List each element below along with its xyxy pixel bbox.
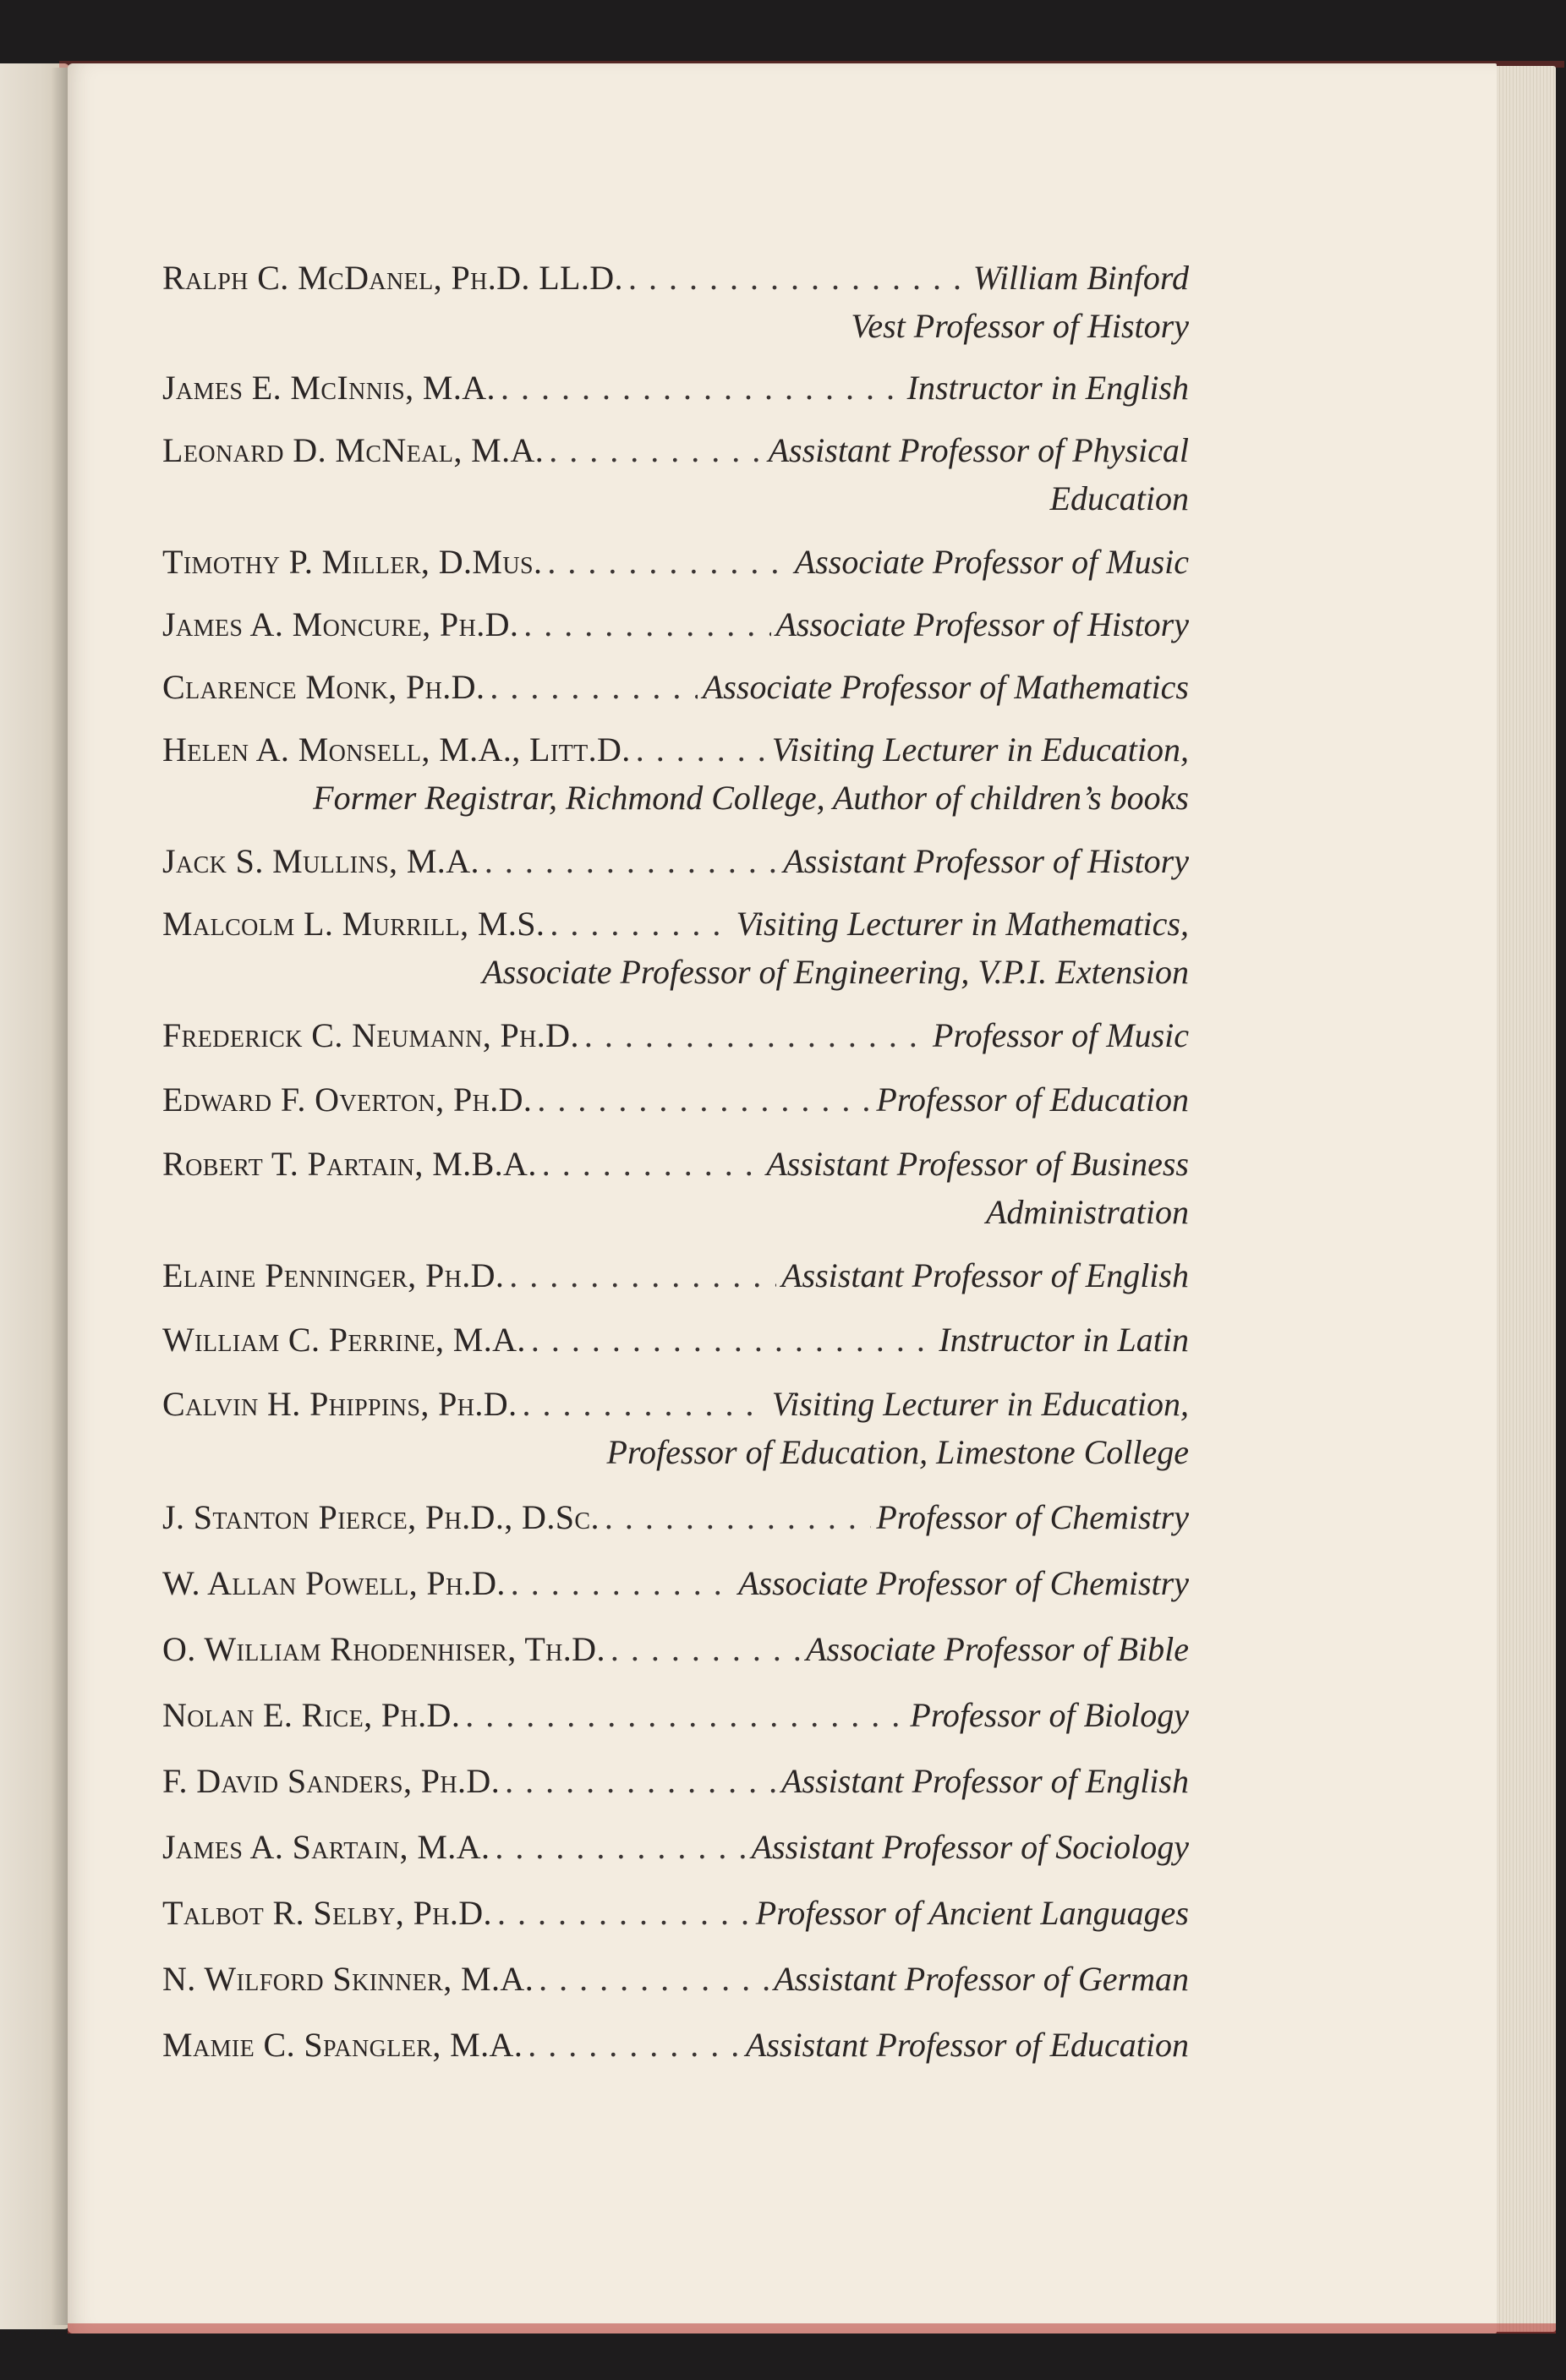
faculty-name: N. Wilford Skinner, M.A. — [162, 1960, 534, 1998]
dot-leader — [549, 426, 763, 475]
dot-leader — [495, 1823, 746, 1872]
faculty-title: Assistant Professor of English — [781, 1762, 1189, 1800]
faculty-name: Robert T. Partain, M.B.A. — [162, 1145, 537, 1183]
faculty-title: Visiting Lecturer in Mathematics, — [736, 905, 1189, 943]
faculty-title: Professor of Ancient Languages — [755, 1894, 1189, 1932]
faculty-entry — [162, 364, 1189, 413]
faculty-name: William C. Perrine, M.A. — [162, 1321, 526, 1359]
faculty-name: Leonard D. McNeal, M.A. — [162, 431, 545, 469]
faculty-name: Malcolm L. Murrill, M.S. — [162, 905, 545, 943]
faculty-title: Assistant Professor of History — [783, 842, 1189, 880]
faculty-name: Jack S. Mullins, M.A. — [162, 842, 479, 880]
bottom-edge-band — [68, 2323, 1556, 2333]
faculty-name: Nolan E. Rice, Ph.D. — [162, 1696, 461, 1734]
faculty-title: Associate Professor of Music — [794, 543, 1189, 581]
faculty-entry — [162, 1140, 1189, 1236]
faculty-entry — [162, 1955, 1189, 2004]
dot-leader — [636, 725, 767, 774]
faculty-title: Assistant Professor of Education — [745, 2026, 1189, 2064]
faculty-title: Associate Professor of History — [775, 605, 1189, 643]
faculty-title: Professor of Music — [933, 1016, 1189, 1054]
faculty-title-continuation: Vest Professor of History — [851, 307, 1189, 345]
faculty-entry — [162, 1757, 1189, 1806]
dot-leader — [539, 1955, 769, 2004]
dot-leader — [523, 600, 770, 649]
faculty-title: Assistant Professor of Business — [766, 1145, 1189, 1183]
faculty-title: Instructor in Latin — [939, 1321, 1189, 1359]
dot-leader — [497, 1889, 751, 1938]
faculty-name: W. Allan Powell, Ph.D. — [162, 1564, 506, 1602]
dot-leader — [547, 538, 789, 587]
faculty-entry — [162, 1316, 1189, 1365]
dot-leader — [509, 1251, 776, 1300]
faculty-entry — [162, 1380, 1189, 1476]
dot-leader — [584, 1011, 928, 1060]
faculty-name: James A. Sartain, M.A. — [162, 1828, 490, 1866]
dot-leader — [505, 1757, 776, 1806]
faculty-entry — [162, 837, 1189, 886]
faculty-name: James A. Moncure, Ph.D. — [162, 605, 519, 643]
faculty-title: Associate Professor of Bible — [806, 1630, 1189, 1668]
faculty-entry — [162, 426, 1189, 523]
faculty-name: Talbot R. Selby, Ph.D. — [162, 1894, 492, 1932]
dot-leader — [605, 1493, 872, 1542]
faculty-title: Professor of Chemistry — [876, 1498, 1189, 1536]
dot-leader — [501, 364, 902, 413]
faculty-title-continuation: Former Registrar, Richmond College, Author of children’s books — [313, 779, 1189, 817]
faculty-entry — [162, 538, 1189, 587]
faculty-entry — [162, 600, 1189, 649]
faculty-title: Assistant Professor of German — [774, 1960, 1189, 1998]
faculty-name: Timothy P. Miller, D.Mus. — [162, 543, 543, 581]
faculty-entry — [162, 1823, 1189, 1872]
dot-leader — [542, 1140, 762, 1189]
dot-leader — [528, 2021, 741, 2070]
faculty-entry — [162, 1493, 1189, 1542]
dot-leader — [511, 1559, 733, 1608]
faculty-name: Frederick C. Neumann, Ph.D. — [162, 1016, 579, 1054]
faculty-name: Helen A. Monsell, M.A., Litt.D. — [162, 730, 631, 769]
faculty-entry — [162, 725, 1189, 822]
faculty-name: F. David Sanders, Ph.D. — [162, 1762, 501, 1800]
faculty-title: William Binford — [972, 259, 1189, 297]
faculty-title-continuation: Professor of Education, Limestone College — [606, 1433, 1189, 1471]
faculty-name: Elaine Penninger, Ph.D. — [162, 1256, 505, 1294]
dot-leader — [523, 1380, 767, 1429]
faculty-name: Mamie C. Spangler, M.A. — [162, 2026, 523, 2064]
faculty-title-continuation: Education — [1049, 479, 1189, 517]
faculty-title: Assistant Professor of Sociology — [751, 1828, 1189, 1866]
faculty-title: Assistant Professor of Physical — [768, 431, 1189, 469]
faculty-title: Assistant Professor of English — [781, 1256, 1189, 1294]
dot-leader — [550, 900, 731, 949]
faculty-name: Clarence Monk, Ph.D. — [162, 668, 485, 706]
faculty-name: James E. McInnis, M.A. — [162, 369, 496, 407]
dot-leader — [465, 1691, 905, 1740]
faculty-entry — [162, 1011, 1189, 1060]
dot-leader — [531, 1316, 934, 1365]
faculty-name: Edward F. Overton, Ph.D. — [162, 1081, 533, 1119]
faculty-entry — [162, 1251, 1189, 1300]
dot-leader — [537, 1075, 871, 1124]
faculty-entry — [162, 1625, 1189, 1674]
faculty-name: O. William Rhodenhiser, Th.D. — [162, 1630, 605, 1668]
faculty-title: Associate Professor of Chemistry — [738, 1564, 1189, 1602]
faculty-title: Visiting Lecturer in Education, — [771, 1385, 1189, 1423]
faculty-name: Calvin H. Phippins, Ph.D. — [162, 1385, 517, 1423]
faculty-entry — [162, 254, 1189, 350]
faculty-entry — [162, 1559, 1189, 1608]
dot-leader — [490, 663, 698, 712]
faculty-title-continuation: Associate Professor of Engineering, V.P.I. Extension — [482, 953, 1189, 991]
dot-leader — [611, 1625, 801, 1674]
dot-leader — [628, 254, 968, 303]
faculty-entry — [162, 663, 1189, 712]
faculty-list — [162, 254, 1189, 2070]
dot-leader — [485, 837, 778, 886]
faculty-entry — [162, 1889, 1189, 1938]
faculty-entry — [162, 900, 1189, 996]
faculty-title: Associate Professor of Mathematics — [702, 668, 1189, 706]
faculty-name: Ralph C. McDanel, Ph.D. LL.D. — [162, 259, 623, 297]
faculty-title-continuation: Administration — [985, 1193, 1189, 1231]
faculty-entry — [162, 1691, 1189, 1740]
faculty-entry — [162, 2021, 1189, 2070]
faculty-title: Visiting Lecturer in Education, — [771, 730, 1189, 769]
faculty-title: Professor of Biology — [910, 1696, 1189, 1734]
faculty-title: Professor of Education — [876, 1081, 1189, 1119]
faculty-title: Instructor in English — [906, 369, 1189, 407]
faculty-entry — [162, 1075, 1189, 1124]
faculty-name: J. Stanton Pierce, Ph.D., D.Sc. — [162, 1498, 600, 1536]
